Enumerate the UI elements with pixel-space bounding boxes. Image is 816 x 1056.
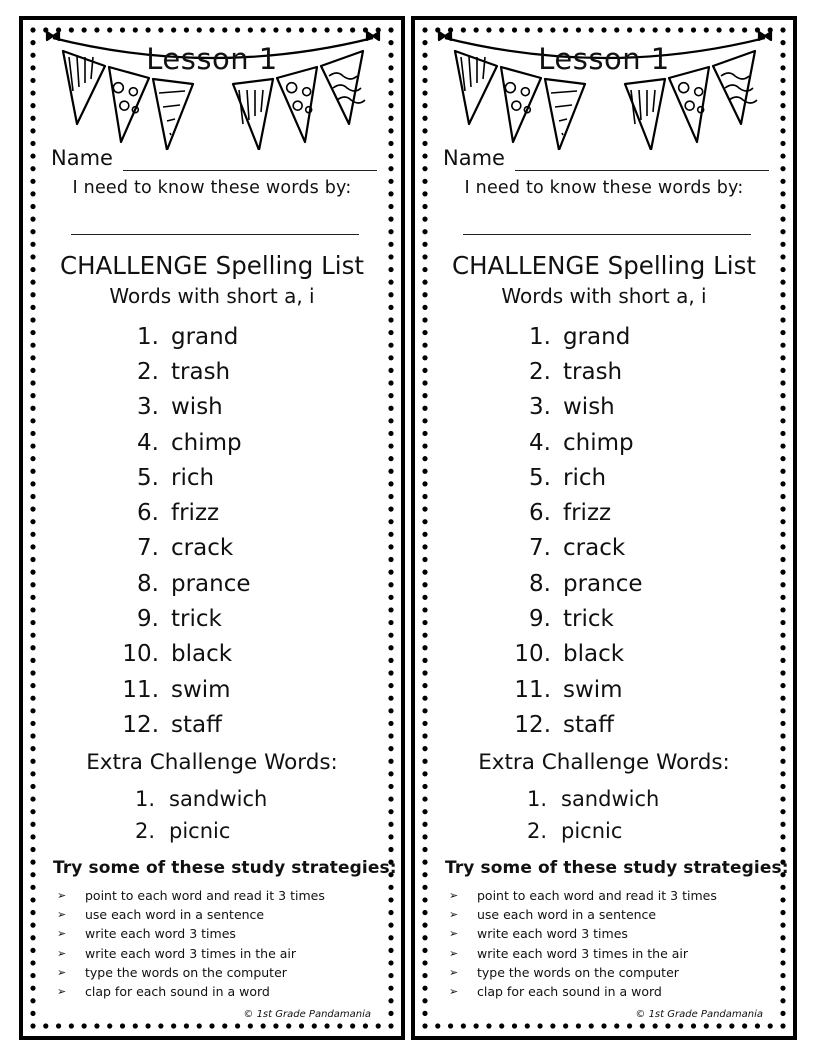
strategy-text: write each word 3 times [477, 926, 628, 942]
spelling-word-item [513, 637, 643, 672]
strategy-item [449, 886, 717, 905]
spelling-word: wish [563, 394, 615, 421]
spelling-word-item [121, 460, 251, 495]
arrow-bullet-icon: ➢ [57, 889, 67, 903]
due-date-write-line [71, 234, 359, 235]
strategy-text: type the words on the computer [477, 964, 679, 980]
list-heading: CHALLENGE Spelling List [452, 251, 756, 280]
extra-word-item [525, 815, 659, 847]
spelling-word-item [121, 566, 251, 601]
spelling-word: crack [563, 535, 626, 562]
spelling-word-item [513, 319, 643, 354]
arrow-bullet-icon: ➢ [449, 946, 459, 960]
spelling-word-item [121, 672, 251, 707]
spelling-word: black [171, 641, 233, 668]
strategy-text: write each word 3 times in the air [85, 945, 296, 961]
spelling-word-item [513, 460, 643, 495]
word-number: 5. [529, 464, 551, 491]
spelling-word-item [121, 425, 251, 460]
extra-word-item [525, 783, 659, 815]
word-number: 8. [137, 570, 159, 597]
copyright-notice: © 1st Grade Pandamania [635, 1009, 763, 1020]
list-heading: CHALLENGE Spelling List [60, 251, 364, 280]
name-row [51, 146, 381, 176]
word-number: 8. [529, 570, 551, 597]
spelling-word: trash [171, 358, 231, 385]
word-number: 2. [526, 819, 547, 843]
word-number: 10. [122, 641, 159, 668]
spelling-word: swim [171, 676, 231, 703]
spelling-word-item [121, 354, 251, 389]
strategy-item [57, 924, 325, 943]
strategy-text: clap for each sound in a word [477, 984, 662, 1000]
spelling-word-list [121, 319, 251, 743]
spelling-word: grand [563, 323, 631, 350]
strategy-item [57, 944, 325, 963]
strategy-text: point to each word and read it 3 times [85, 888, 325, 904]
due-date-prompt: I need to know these words by: [72, 178, 352, 198]
copyright-notice: © 1st Grade Pandamania [243, 1009, 371, 1020]
spelling-word: black [563, 641, 625, 668]
word-number: 2. [529, 358, 551, 385]
arrow-bullet-icon: ➢ [57, 946, 67, 960]
strategy-text: use each word in a sentence [477, 907, 657, 923]
strategy-text: write each word 3 times [85, 926, 236, 942]
lesson-title: Lesson 1 [538, 42, 670, 76]
word-number: 4. [137, 429, 159, 456]
spelling-word-item [513, 707, 643, 742]
spelling-word-item [513, 495, 643, 530]
word-number: 1. [134, 787, 155, 811]
extra-words-title: Extra Challenge Words: [478, 750, 730, 775]
spelling-word: rich [563, 464, 607, 491]
spelling-word: swim [563, 676, 623, 703]
word-number: 2. [134, 819, 155, 843]
spelling-word: staff [563, 711, 614, 738]
arrow-bullet-icon: ➢ [449, 965, 459, 979]
arrow-bullet-icon: ➢ [449, 889, 459, 903]
spelling-word-item [513, 672, 643, 707]
spelling-word-item [121, 390, 251, 425]
word-number: 10. [514, 641, 551, 668]
word-number: 6. [529, 500, 551, 527]
spelling-word-item [513, 566, 643, 601]
extra-word: picnic [169, 819, 231, 843]
word-number: 12. [514, 711, 551, 738]
extra-word: sandwich [561, 787, 660, 811]
spelling-word-item [121, 495, 251, 530]
word-number: 1. [526, 787, 547, 811]
strategy-item [57, 886, 325, 905]
strategy-text: use each word in a sentence [85, 907, 265, 923]
spelling-word: staff [171, 711, 222, 738]
word-number: 9. [137, 606, 159, 633]
name-write-line [515, 170, 769, 171]
strategy-list [449, 886, 717, 1001]
extra-word-item [133, 783, 267, 815]
arrow-bullet-icon: ➢ [57, 985, 67, 999]
extra-word: picnic [561, 819, 623, 843]
due-date-write-line [463, 234, 751, 235]
spelling-word-item [121, 531, 251, 566]
word-number: 12. [122, 711, 159, 738]
extra-word-item [133, 815, 267, 847]
spelling-word-item [121, 601, 251, 636]
spelling-word: rich [171, 464, 215, 491]
word-number: 3. [529, 394, 551, 421]
spelling-word-item [513, 354, 643, 389]
spelling-word-item [121, 319, 251, 354]
spelling-word: trick [563, 606, 614, 633]
word-number: 5. [137, 464, 159, 491]
name-label: Name [51, 146, 113, 170]
spelling-word-item [513, 601, 643, 636]
spelling-word: frizz [171, 500, 220, 527]
word-number: 9. [529, 606, 551, 633]
spelling-word-list [513, 319, 643, 743]
lesson-title: Lesson 1 [146, 42, 278, 76]
name-write-line [123, 170, 377, 171]
word-number: 2. [137, 358, 159, 385]
arrow-bullet-icon: ➢ [57, 908, 67, 922]
arrow-bullet-icon: ➢ [57, 927, 67, 941]
spelling-word: trash [563, 358, 623, 385]
spelling-word: wish [171, 394, 223, 421]
strategies-title: Try some of these study strategies: [445, 858, 789, 878]
name-row [443, 146, 773, 176]
word-number: 7. [137, 535, 159, 562]
spelling-word-item [513, 425, 643, 460]
spelling-word: grand [171, 323, 239, 350]
strategy-item [449, 924, 717, 943]
spelling-word: prance [171, 570, 251, 597]
bookmark-card-right [411, 16, 797, 1040]
name-label: Name [443, 146, 505, 170]
strategy-item [57, 905, 325, 924]
spelling-word-item [121, 637, 251, 672]
spelling-word: prance [563, 570, 643, 597]
due-date-prompt: I need to know these words by: [464, 178, 744, 198]
word-number: 3. [137, 394, 159, 421]
spelling-word: chimp [171, 429, 242, 456]
word-number: 11. [122, 676, 159, 703]
spelling-word: frizz [563, 500, 612, 527]
spelling-word: chimp [563, 429, 634, 456]
strategy-text: point to each word and read it 3 times [477, 888, 717, 904]
spelling-word-item [513, 390, 643, 425]
spelling-word: trick [171, 606, 222, 633]
extra-words-title: Extra Challenge Words: [86, 750, 338, 775]
strategy-item [449, 944, 717, 963]
list-subheading: Words with short a, i [501, 284, 707, 308]
strategy-text: write each word 3 times in the air [477, 945, 688, 961]
spelling-word-item [513, 531, 643, 566]
strategy-item [57, 982, 325, 1001]
arrow-bullet-icon: ➢ [449, 908, 459, 922]
word-number: 1. [529, 323, 551, 350]
spelling-word-item [121, 707, 251, 742]
strategy-item [449, 982, 717, 1001]
word-number: 7. [529, 535, 551, 562]
spelling-word: crack [171, 535, 234, 562]
strategy-text: type the words on the computer [85, 964, 287, 980]
arrow-bullet-icon: ➢ [449, 927, 459, 941]
extra-word-list [525, 783, 659, 847]
strategy-item [449, 963, 717, 982]
arrow-bullet-icon: ➢ [57, 965, 67, 979]
strategy-list [57, 886, 325, 1001]
strategy-item [57, 963, 325, 982]
strategies-title: Try some of these study strategies: [53, 858, 397, 878]
word-number: 4. [529, 429, 551, 456]
arrow-bullet-icon: ➢ [449, 985, 459, 999]
word-number: 11. [514, 676, 551, 703]
extra-word-list [133, 783, 267, 847]
bookmark-card-left [19, 16, 405, 1040]
word-number: 1. [137, 323, 159, 350]
list-subheading: Words with short a, i [109, 284, 315, 308]
extra-word: sandwich [169, 787, 268, 811]
strategy-text: clap for each sound in a word [85, 984, 270, 1000]
word-number: 6. [137, 500, 159, 527]
strategy-item [449, 905, 717, 924]
